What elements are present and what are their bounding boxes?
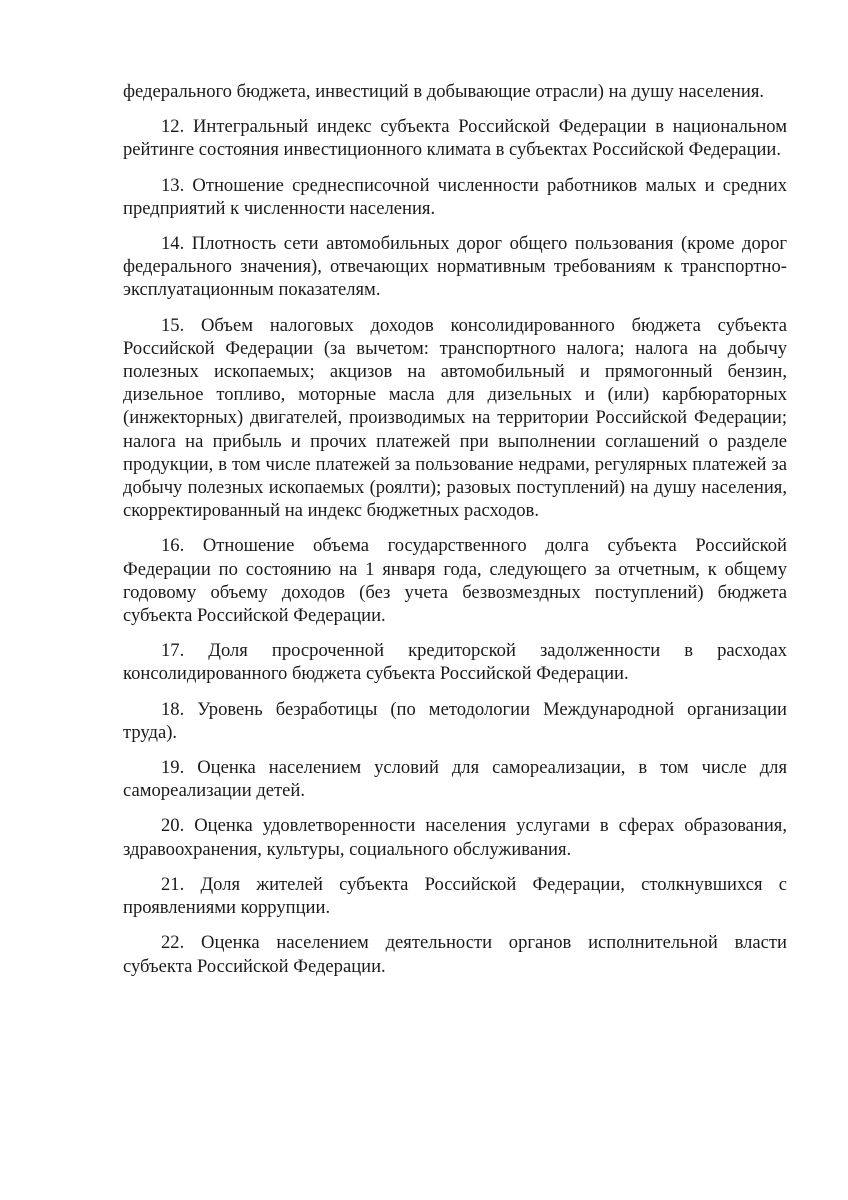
- item-20: 20. Оценка удовлетворенности населения услугами в сферах образования, здравоохранения, культуры, социального обслуживания.: [123, 815, 787, 860]
- item-12: 12. Интегральный индекс субъекта Российской Федерации в национальном рейтинге состояния инвестиционного климата в субъектах Российской Федерации.: [123, 116, 787, 161]
- continuation-paragraph: федерального бюджета, инвестиций в добывающие отрасли) на душу населения.: [123, 81, 765, 102]
- item-15: 15. Объем налоговых доходов консолидированного бюджета субъекта Российской Федерации (за вычетом: транспортного налога; налога на добычу полезных ископаемых; акцизов на автомобильный и прямогонный бензин, дизельное топливо, моторные масла для дизельных и (или) карбюраторных (инжекторных) двигателей, производимых на территории Российской Федерации; налога на прибыль и прочих платежей при выполнении соглашений о разделе продукции, в том числе платежей за пользование недрами, регулярных платежей за добычу полезных ископаемых (роялти); разовых поступлений) на душу населения, скорректированный на индекс бюджетных расходов.: [123, 314, 787, 522]
- document-page: [123, 80, 787, 990]
- item-21: 21. Доля жителей субъекта Российской Федерации, столкнувшихся с проявлениями коррупции.: [123, 873, 787, 919]
- item-13: 13. Отношение среднесписочной численности работников малых и средних предприятий к численности населения.: [123, 174, 787, 219]
- item-17: 17. Доля просроченной кредиторской задолженности в расходах консолидированного бюджета субъекта Российской Федерации.: [123, 640, 787, 685]
- item-19: 19. Оценка населением условий для самореализации, в том числе для самореализации детей.: [123, 757, 787, 802]
- item-16: 16. Отношение объема государственного долга субъекта Российской Федерации по состоянию на 1 января года, следующего за отчетным, к общему годовому объему доходов (без учета безвозмездных поступлений) бюджета субъекта Российской Федерации.: [123, 535, 787, 627]
- item-18: 18. Уровень безработицы (по методологии Международной организации труда).: [123, 698, 787, 743]
- item-14: 14. Плотность сети автомобильных дорог общего пользования (кроме дорог федерального значения), отвечающих нормативным требованиям к транспортно-эксплуатационным показателям.: [123, 233, 787, 301]
- item-22: 22. Оценка населением деятельности органов исполнительной власти субъекта Российской Федерации.: [123, 932, 787, 977]
